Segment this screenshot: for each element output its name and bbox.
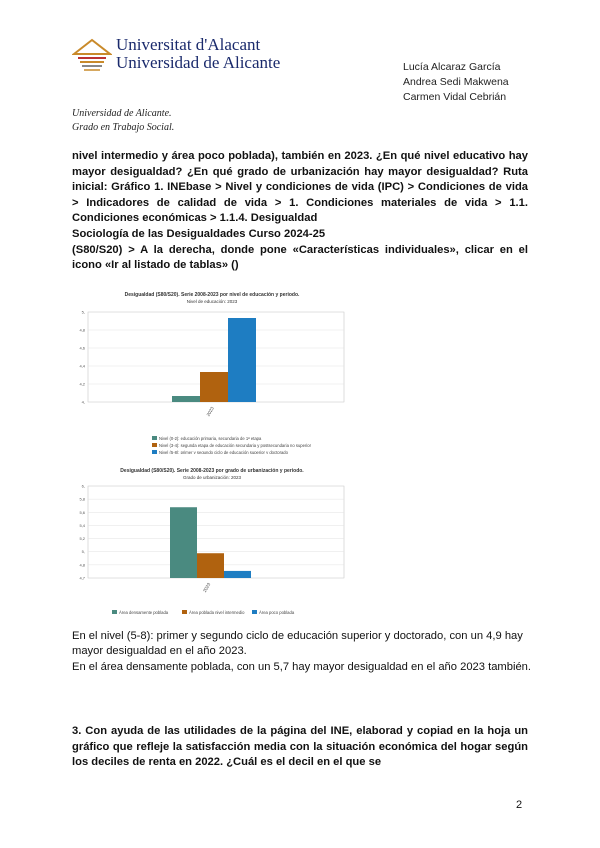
chart-1-legend-label: Nivel (0-2): educación primaria, secundaria de 1ª etapa xyxy=(159,435,262,441)
chart-1-ytick-label: 4,4 xyxy=(79,363,85,369)
degree-name: Grado en Trabajo Social. xyxy=(72,122,175,133)
chart-2-ytick-label: 5,6 xyxy=(79,509,85,515)
author-2: Andrea Sedi Makwena xyxy=(403,76,509,88)
subject-line: Sociología de las Desigualdades Curso 2024-25 xyxy=(72,227,326,240)
chart-2-legend-swatch xyxy=(182,610,187,614)
instruction-text: (S80/S20) > A la derecha, donde pone «Características individuales», clicar en el icono «Ir al listado de tablas» () xyxy=(72,243,528,272)
chart-1-ytick-label: 4, xyxy=(81,399,85,405)
chart-2-subtitle: Grado de urbanización: 2023 xyxy=(182,475,242,480)
question-3: 3. Con ayuda de las utilidades de la página del INE, elaborad y copiad en la hoja un gráfico que refleje la satisfacción media con la situación económica del hogar según los deciles de renta en 2022. ¿Cuál es el decil en el que se xyxy=(72,725,528,769)
chart-education xyxy=(72,290,352,460)
chart-2-ytick-label: 5, xyxy=(81,549,85,555)
chart-2-bar xyxy=(170,507,197,578)
chart-2-title: Desigualdad (S80/S20). Serie 2008-2023 por grado de urbanización y periodo. xyxy=(120,468,304,474)
chart-2-ytick-label: 4,8 xyxy=(79,562,85,568)
chart-2-xtick-label: 2023 xyxy=(202,582,212,594)
chart-2-legend-swatch xyxy=(252,610,257,614)
chart-2-legend-swatch xyxy=(112,610,117,614)
author-1: Lucía Alcaraz García xyxy=(403,61,501,73)
chart-2-ytick-label: 6, xyxy=(81,483,85,489)
chart-1-legend-swatch xyxy=(152,450,157,454)
answer-2: En el área densamente poblada, con un 5,7 hay mayor desigualdad en el año 2023 también. xyxy=(72,661,532,673)
chart-urbanization xyxy=(72,466,352,626)
chart-2-plot xyxy=(72,480,352,626)
chart-2-ytick-label: 5,4 xyxy=(79,522,85,528)
chart-2-ytick-label: 5,8 xyxy=(79,496,85,502)
chart-2-bar xyxy=(224,571,251,578)
chart-1-legend-label: Nivel (3-4): segunda etapa de educación secundaria y postsecundaria no superior xyxy=(159,442,312,448)
chart-1-legend-swatch xyxy=(152,443,157,447)
chart-1-legend-label: Nivel (5-8): primer y segundo ciclo de educación superior y doctorado xyxy=(159,449,288,454)
chart-1-ytick-label: 4,2 xyxy=(79,381,85,387)
page-number: 2 xyxy=(516,799,523,811)
chart-1-bar xyxy=(200,372,228,402)
university-name-es: Universidad de Alicante xyxy=(116,53,281,72)
chart-1-bar xyxy=(172,396,200,402)
authors xyxy=(403,60,509,105)
chart-1-xtick-label: 2023 xyxy=(205,406,215,418)
chart-1-ytick-label: 5, xyxy=(81,309,85,315)
question-text: nivel intermedio y área poco poblada), también en 2023. ¿En qué nivel educativo hay mayor desigualdad? ¿En qué grado de urbanización hay mayor desigualdad? Ruta inicial: Gráfico 1. INEbase > Nivel y condiciones de vida (IPC) > Condiciones de vida > Indicadores de calidad de vida > 1. Condiciones materiales de vida > 1.1. Condiciones económicas > 1.1.4. Desigualdad xyxy=(72,150,528,225)
author-3: Carmen Vidal Cebrián xyxy=(403,91,507,103)
question-paragraph xyxy=(72,149,528,274)
chart-1-plot xyxy=(72,304,352,454)
chart-1-legend-swatch xyxy=(152,436,157,440)
chart-1-title: Desigualdad (S80/S20). Serie 2008-2023 por nivel de educación y periodo. xyxy=(124,292,300,298)
institution-name: Universidad de Alicante. xyxy=(72,108,172,119)
institution xyxy=(72,107,174,135)
chart-2-legend-label: Área poblada nivel intermedio xyxy=(189,609,245,615)
chart-1-ytick-label: 4,8 xyxy=(79,327,85,333)
chart-2-bar xyxy=(197,553,224,578)
chart-2-ytick-label: 5,2 xyxy=(79,536,85,542)
answer-1: En el nivel (5-8): primer y segundo ciclo de educación superior y doctorado, con un 4,9 hay mayor desigualdad en el año 2023. xyxy=(72,630,523,657)
chart-1-bar xyxy=(228,318,256,402)
university-logo-icon xyxy=(72,36,112,72)
chart-2-ytick-label: 4,7 xyxy=(79,575,85,581)
chart-1-ytick-label: 4,6 xyxy=(79,345,85,351)
chart-1-subtitle: Nivel de educación: 2023 xyxy=(186,299,238,304)
chart-2-legend-label: Área poco poblada xyxy=(259,609,295,615)
chart-2-legend-label: Área densamente poblada xyxy=(119,609,169,615)
university-name-ca: Universitat d'Alacant xyxy=(116,35,261,54)
